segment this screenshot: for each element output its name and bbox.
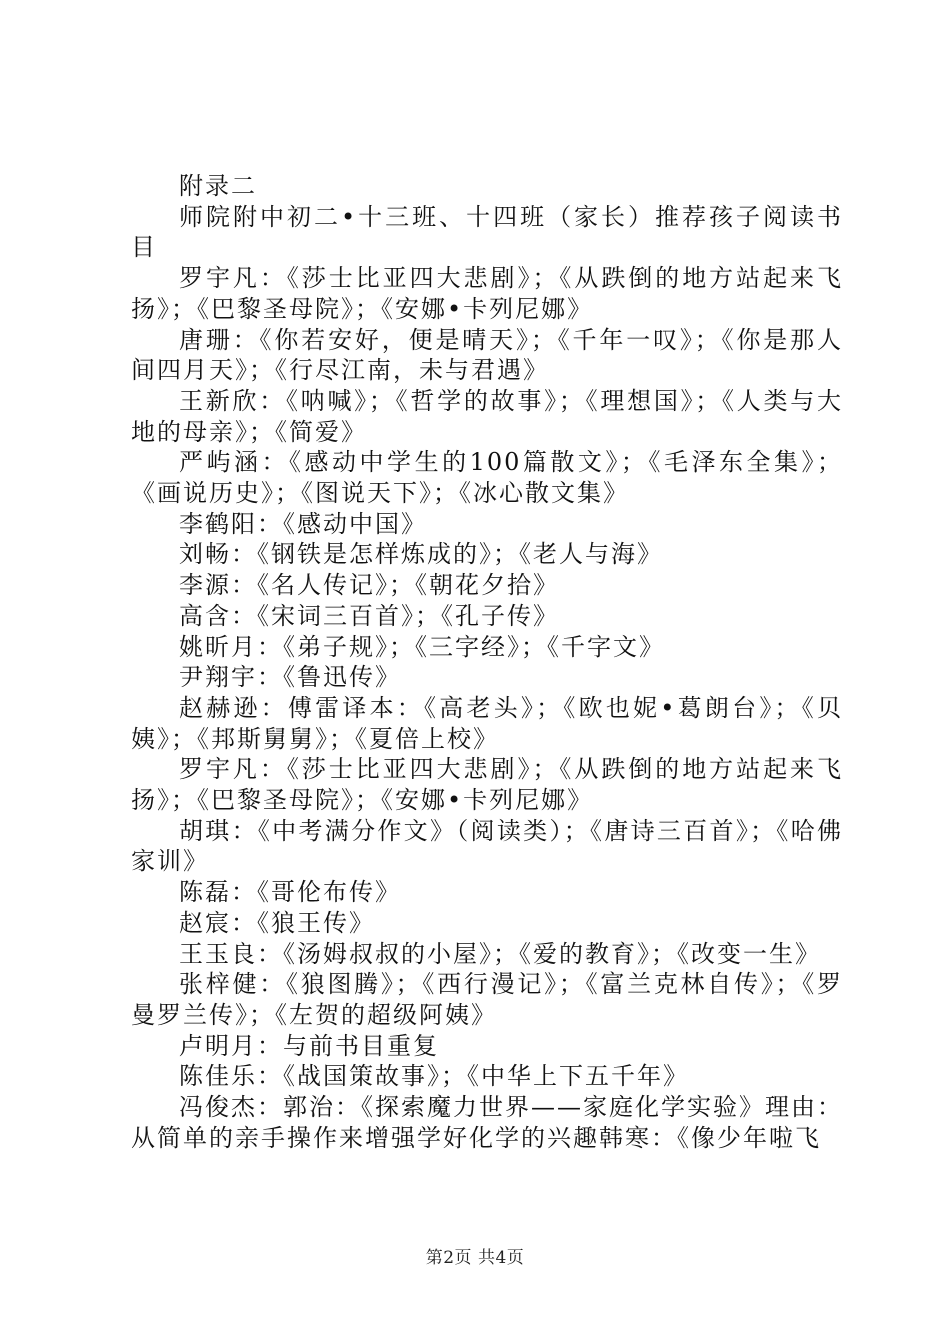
- recommendation-item: 严屿涵：《感动中学生的100篇散文》；《毛泽东全集》；《画说历史》；《图说天下》；《冰心散文集》: [131, 448, 843, 508]
- recommendation-item: 胡琪：《中考满分作文》（阅读类）；《唐诗三百首》；《哈佛家训》: [131, 816, 843, 876]
- recommendation-item: 王新欣：《呐喊》；《哲学的故事》；《理想国》；《人类与大地的母亲》；《简爱》: [131, 386, 843, 446]
- recommendation-item: 张梓健：《狼图腾》；《西行漫记》；《富兰克林自传》；《罗曼罗兰传》；《左贺的超级阿姨》: [131, 970, 843, 1029]
- list-title: 师院附中初二•十三班、十四班（家长）推荐孩子阅读书目: [131, 202, 843, 262]
- recommendation-item: 赵赫逊：傅雷译本：《高老头》；《欧也妮•葛朗台》；《贝姨》；《邦斯舅舅》；《夏倍上校》: [131, 693, 843, 753]
- recommendation-item: 高含：《宋词三百首》；《孔子传》: [179, 601, 559, 630]
- recommendation-item: 唐珊：《你若安好，便是晴天》；《千年一叹》；《你是那人间四月天》；《行尽江南，未与君遇》: [131, 325, 843, 385]
- recommendation-item: 罗宇凡：《莎士比亚四大悲剧》；《从跌倒的地方站起来飞扬》；《巴黎圣母院》；《安娜•卡列尼娜》: [131, 264, 843, 323]
- recommendation-item: 姚昕月：《弟子规》；《三字经》；《千字文》: [179, 632, 665, 661]
- recommendation-item: 尹翔宇：《鲁迅传》: [179, 663, 401, 692]
- recommendation-item: 刘畅：《钢铁是怎样炼成的》；《老人与海》: [179, 540, 663, 569]
- document-body: [131, 171, 843, 1154]
- recommendation-item: 陈佳乐：《战国策故事》；《中华上下五千年》: [179, 1062, 689, 1091]
- recommendation-item: 王玉良：《汤姆叔叔的小屋》；《爱的教育》；《改变一生》: [179, 939, 821, 968]
- recommendation-item: 罗宇凡：《莎士比亚四大悲剧》；《从跌倒的地方站起来飞扬》；《巴黎圣母院》；《安娜•卡列尼娜》: [131, 755, 843, 815]
- recommendation-item: 卢明月：与前书目重复: [179, 1031, 439, 1060]
- recommendation-item: 李鹤阳：《感动中国》: [179, 509, 427, 538]
- recommendation-item: 陈磊：《哥伦布传》: [179, 878, 401, 907]
- page-number-footer: 第2页 共4页: [425, 1248, 525, 1268]
- appendix-heading: 附录二: [179, 172, 257, 200]
- recommendation-item: 赵宸：《狼王传》: [179, 908, 375, 937]
- recommendation-item: 冯俊杰：郭治：《探索魔力世界——家庭化学实验》理由：从简单的亲手操作来增强学好化学的兴趣韩寒：《像少年啦飞: [131, 1093, 843, 1152]
- recommendation-item: 李源：《名人传记》；《朝花夕拾》: [179, 571, 559, 600]
